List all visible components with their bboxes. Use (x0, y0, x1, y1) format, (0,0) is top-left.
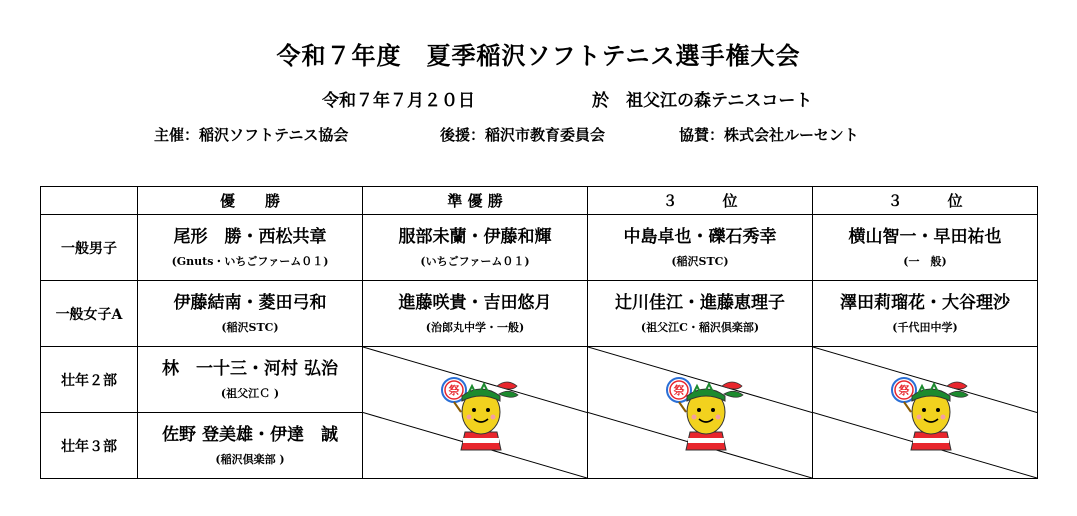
column-header-runner-up (363, 187, 588, 215)
supporter-line: 後援：稲沢市教育委員会 (440, 126, 606, 144)
organizer-line: 主催：稲沢ソフトテニス協会 (154, 126, 349, 144)
player-names: 服部未蘭・伊藤和輝 (398, 226, 552, 247)
empty-merged-cell (813, 347, 1038, 479)
column-header-winner (138, 187, 363, 215)
result-cell (138, 281, 363, 347)
result-cell (813, 281, 1038, 347)
player-names: 尾形 勝・西松共章 (173, 226, 327, 247)
club-name: (一 般) (903, 254, 947, 268)
club-name: (いちごファーム０１) (420, 254, 530, 268)
player-names: 中島卓也・礫石秀幸 (623, 226, 777, 247)
result-cell (363, 215, 588, 281)
column-header-label: ３ 位 (887, 192, 963, 210)
svg-text:祭: 祭 (673, 384, 685, 397)
player-names: 林 一十三・河村 弘治 (162, 358, 338, 379)
club-name: (稲沢倶楽部 ) (215, 452, 285, 466)
column-header-third-place (813, 187, 1038, 215)
svg-text:祭: 祭 (448, 384, 460, 397)
club-name: (治郎丸中学・一般) (425, 320, 525, 334)
player-names: 辻川佳江・進藤恵理子 (615, 292, 785, 313)
festival-mascot-icon (889, 372, 973, 454)
event-date: 令和７年７月２０日 (322, 91, 475, 111)
result-cell (363, 281, 588, 347)
club-name: (稲沢STC) (221, 320, 279, 334)
page-title: 令和７年度 夏季稲沢ソフトテニス選手権大会 (276, 41, 801, 70)
player-names: 進藤咲貴・吉田悠月 (398, 292, 552, 313)
club-name: (稲沢STC) (671, 254, 729, 268)
cosponsor-line: 協賛：株式会社ルーセント (679, 126, 859, 144)
category-cell: 壮年３部 (41, 413, 138, 479)
category-cell: 一般女子A (41, 281, 138, 347)
result-cell (588, 215, 813, 281)
festival-mascot-icon (439, 372, 523, 454)
result-cell (138, 413, 363, 479)
results-table (40, 186, 1038, 479)
column-header-label: 優 勝 (219, 192, 280, 210)
empty-merged-cell (588, 347, 813, 479)
player-names: 佐野 登美雄・伊達 誠 (162, 424, 338, 445)
category-cell: 壮年２部 (41, 347, 138, 413)
column-header-label: ３ 位 (662, 192, 738, 210)
player-names: 伊藤結南・菱田弓和 (173, 292, 327, 313)
result-cell (138, 347, 363, 413)
table-header-row (41, 187, 1038, 215)
svg-text:祭: 祭 (898, 384, 910, 397)
column-header-label: 準 優 勝 (447, 192, 503, 210)
category-cell: 一般男子 (41, 215, 138, 281)
header-corner-cell (41, 187, 138, 215)
festival-mascot-icon (664, 372, 748, 454)
club-name: (Gnuts・いちごファーム０１) (171, 254, 329, 268)
table-row (41, 281, 1038, 347)
club-name: (千代田中学) (892, 320, 958, 334)
player-names: 横山智一・早田祐也 (848, 226, 1002, 247)
result-cell (813, 215, 1038, 281)
club-name: (祖父江C・稲沢倶楽部) (640, 320, 760, 334)
table-row (41, 215, 1038, 281)
table-row (41, 347, 1038, 413)
column-header-third-place (588, 187, 813, 215)
empty-merged-cell (363, 347, 588, 479)
result-cell (588, 281, 813, 347)
player-names: 澤田莉瑠花・大谷理沙 (840, 292, 1010, 313)
event-venue: 於 祖父江の森テニスコート (592, 91, 813, 111)
result-cell (138, 215, 363, 281)
club-name: (祖父江Ｃ ) (220, 386, 280, 400)
